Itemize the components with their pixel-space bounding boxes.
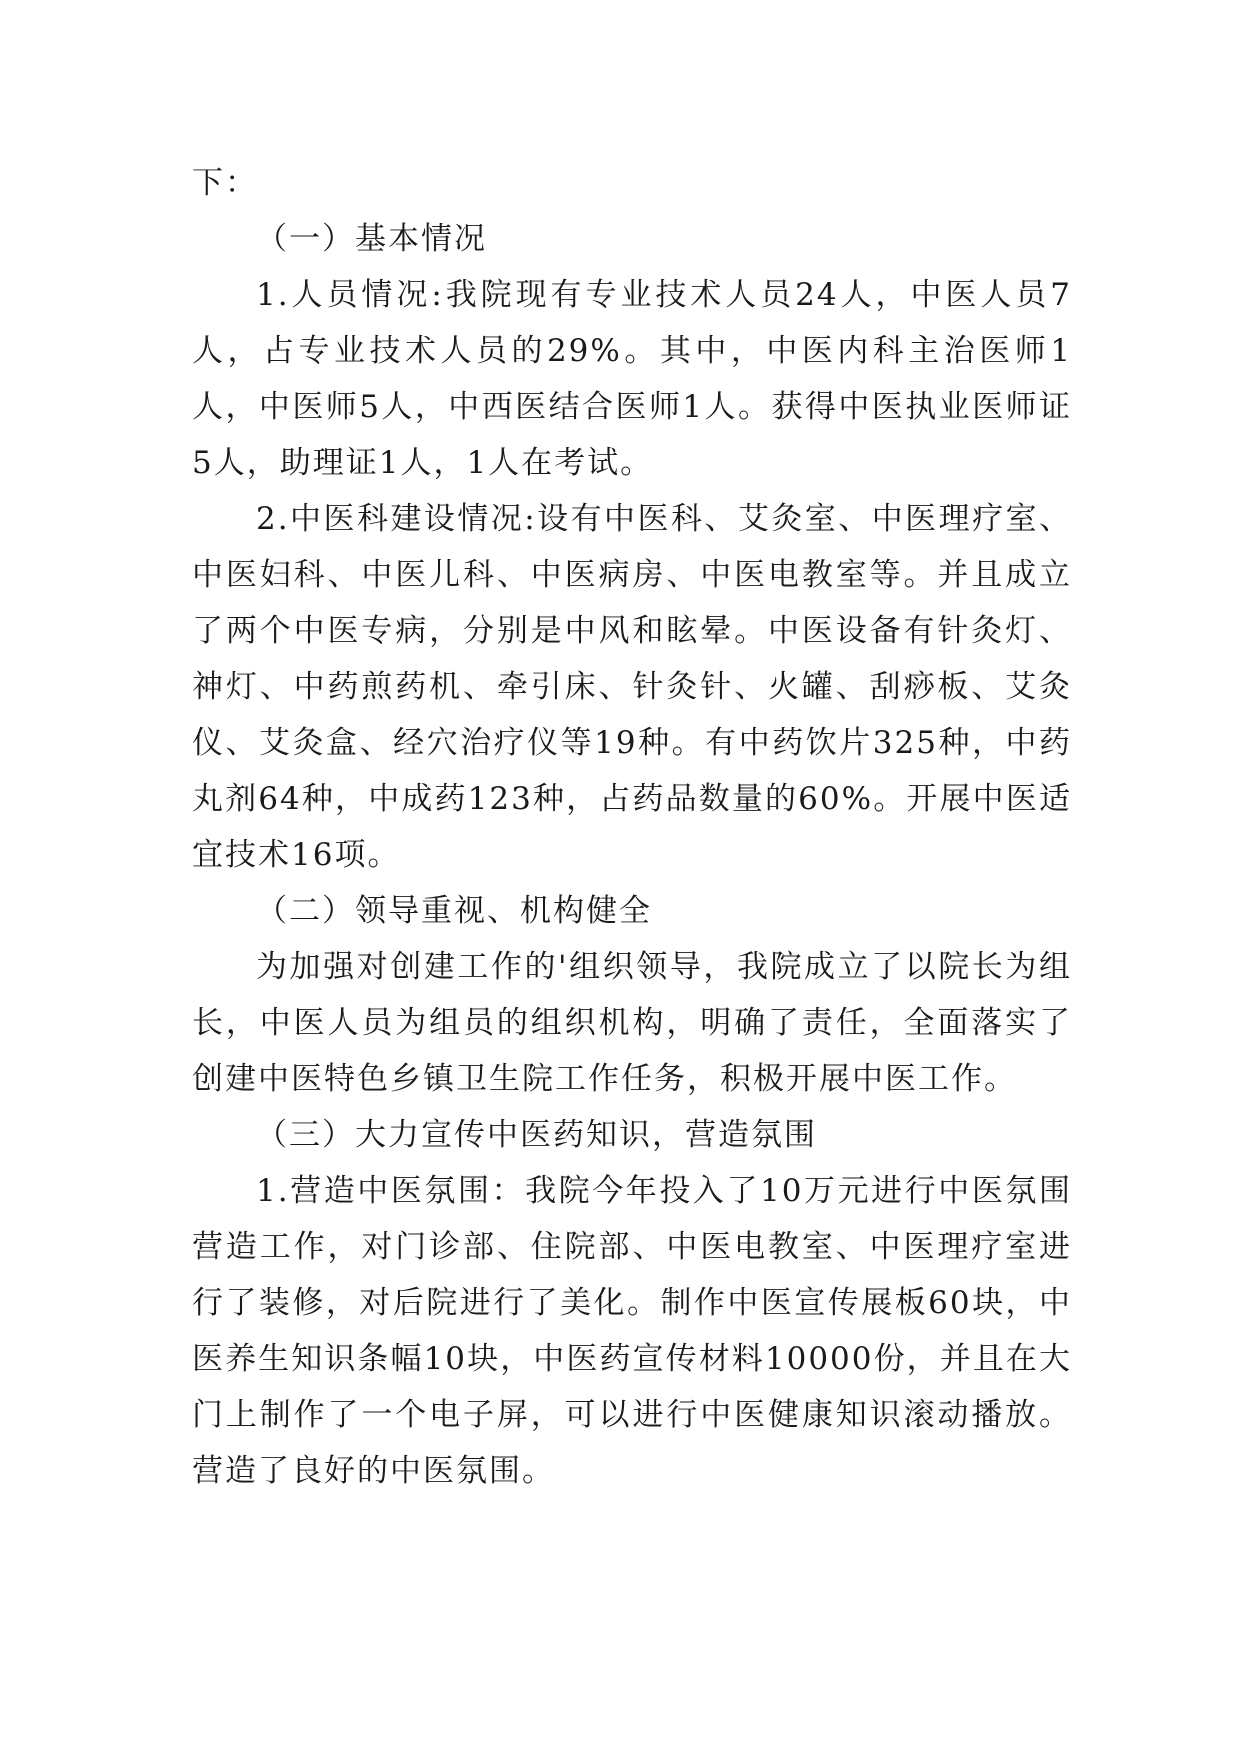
section-heading-publicity: （三）大力宣传中医药知识，营造氛围 xyxy=(256,1117,817,1153)
paragraph-organization: 为加强对创建工作的'组织领导，我院成立了以院长为组长，中医人员为组员的组织机构，明确了责任，全面落实了创建中医特色乡镇卫生院工作任务，积极开展中医工作。 xyxy=(192,949,1072,1097)
paragraph-continuation: 下： xyxy=(192,165,258,201)
section-heading-leadership: （二）领导重视、机构健全 xyxy=(256,893,652,929)
paragraph-atmosphere: 1.营造中医氛围：我院今年投入了10万元进行中医氛围营造工作，对门诊部、住院部、中医电教室、中医理疗室进行了装修，对后院进行了美化。制作中医宣传展板60块，中医养生知识条幅10块，中医药宣传材料10000份，并且在大门上制作了一个电子屏，可以进行中医健康知识滚动播放。营造了良好的中医氛围。 xyxy=(192,1173,1072,1489)
section-heading-basic-situation: （一）基本情况 xyxy=(256,221,487,257)
paragraph-staff-situation: 1.人员情况:我院现有专业技术人员24人，中医人员7人，占专业技术人员的29%。其中，中医内科主治医师1人，中医师5人，中西医结合医师1人。获得中医执业医师证5人，助理证1人，1人在考试。 xyxy=(192,277,1072,481)
document-body xyxy=(192,155,1072,1499)
paragraph-department-construction: 2.中医科建设情况:设有中医科、艾灸室、中医理疗室、中医妇科、中医儿科、中医病房、中医电教室等。并且成立了两个中医专病，分别是中风和眩晕。中医设备有针灸灯、神灯、中药煎药机、牵引床、针灸针、火罐、刮痧板、艾灸仪、艾灸盒、经穴治疗仪等19种。有中药饮片325种，中药丸剂64种，中成药123种，占药品数量的60%。开展中医适宜技术16项。 xyxy=(192,501,1072,873)
